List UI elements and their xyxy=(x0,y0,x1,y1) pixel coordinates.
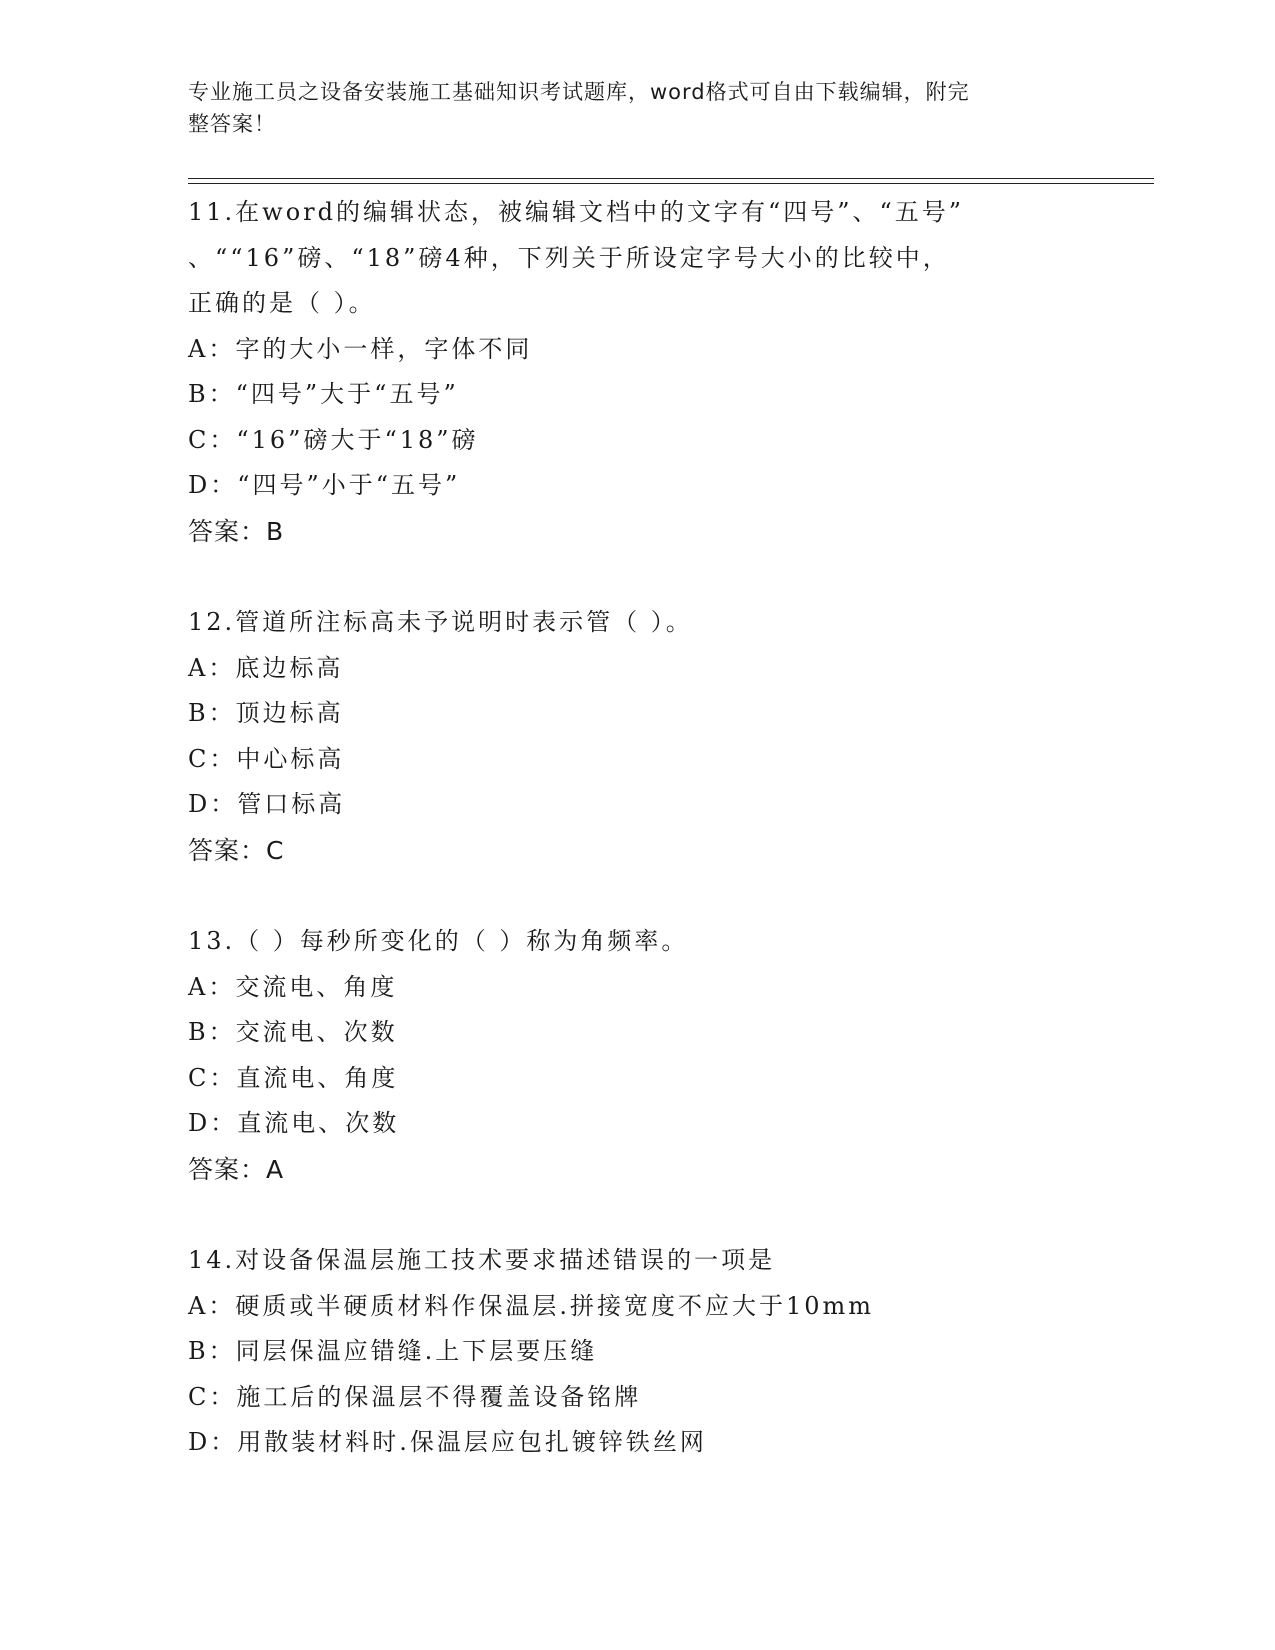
option-a: A：硬质或半硬质材料作保温层.拼接宽度不应大于10mm xyxy=(188,1291,875,1320)
option-c: C：直流电、角度 xyxy=(188,1063,399,1092)
spacer xyxy=(188,554,1088,600)
answer-line: 答案：A xyxy=(188,1154,285,1184)
option-c: C：中心标高 xyxy=(188,744,345,773)
option-d: D：直流电、次数 xyxy=(188,1109,400,1137)
option-c: C：“16”磅大于“18”磅 xyxy=(188,425,479,454)
question-14 xyxy=(188,1238,1088,1466)
question-list xyxy=(188,190,1088,1466)
answer-line: 答案：B xyxy=(188,516,285,546)
question-stem: 正确的是（ ）。 xyxy=(188,289,376,317)
option-b: B：“四号”大于“五号” xyxy=(188,380,459,408)
question-stem: 12.管道所注标高未予说明时表示管（ ）。 xyxy=(188,608,693,636)
option-a: A：字的大小一样，字体不同 xyxy=(188,334,533,363)
question-11 xyxy=(188,190,1088,554)
spacer xyxy=(188,1192,1088,1238)
header-line-2: 整答案！ xyxy=(188,112,276,136)
question-12 xyxy=(188,600,1088,873)
option-d: D：管口标高 xyxy=(188,790,346,818)
option-b: B：交流电、次数 xyxy=(188,1018,398,1046)
question-13 xyxy=(188,919,1088,1192)
option-d: D：“四号”小于“五号” xyxy=(188,471,461,499)
option-c: C：施工后的保温层不得覆盖设备铭牌 xyxy=(188,1382,642,1411)
option-b: B：顶边标高 xyxy=(188,699,344,727)
question-stem: 、““16”磅、“18”磅4种，下列关于所设定字号大小的比较中， xyxy=(188,243,950,272)
option-b: B：同层保温应错缝.上下层要压缝 xyxy=(188,1337,598,1365)
option-d: D：用散装材料时.保温层应包扎镀锌铁丝网 xyxy=(188,1428,707,1456)
header-rule-top xyxy=(188,178,1154,179)
document-header xyxy=(188,76,1068,140)
answer-line: 答案：C xyxy=(188,835,285,865)
spacer xyxy=(188,873,1088,919)
question-stem: 14.对设备保温层施工技术要求描述错误的一项是 xyxy=(188,1246,776,1274)
header-line-1: 专业施工员之设备安装施工基础知识考试题库，word格式可自由下载编辑，附完 xyxy=(188,80,970,104)
question-stem: 13.（ ）每秒所变化的（ ）称为角频率。 xyxy=(188,927,689,955)
header-rule-bottom xyxy=(188,183,1154,184)
option-a: A：底边标高 xyxy=(188,653,344,682)
option-a: A：交流电、角度 xyxy=(188,972,398,1001)
question-stem: 11.在word的编辑状态，被编辑文档中的文字有“四号”、“五号” xyxy=(188,198,965,226)
